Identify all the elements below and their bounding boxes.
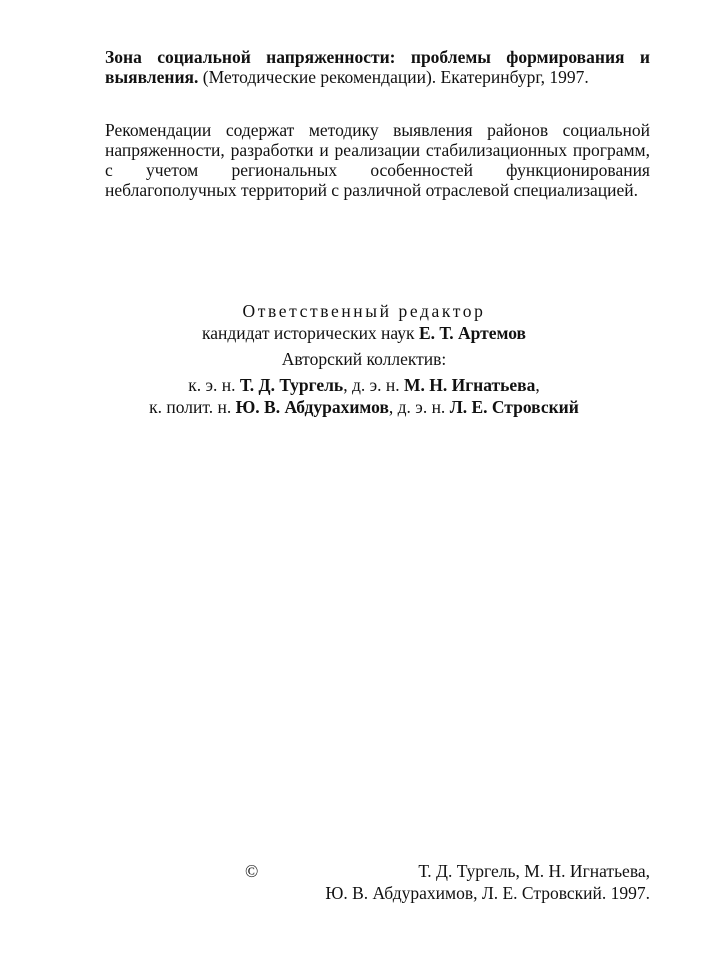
author-degree: к. полит. н. xyxy=(149,397,236,417)
author-degree: к. э. н. xyxy=(188,375,240,395)
author-separator: , xyxy=(343,375,352,395)
author-degree: д. э. н. xyxy=(397,397,450,417)
bibliographic-title: Зона социальной напряженности: проблемы формирования и выявления. xyxy=(105,47,650,87)
editor-heading: Ответственный редактор xyxy=(242,301,486,321)
author-name: Л. Е. Стровский xyxy=(449,397,579,417)
author-separator: , xyxy=(535,375,540,395)
author-degree: д. э. н. xyxy=(351,375,404,395)
author-name: М. Н. Игнатьева xyxy=(403,375,536,395)
authors-line-1 xyxy=(60,374,668,396)
author-separator: , xyxy=(388,397,398,417)
copyright-symbol: © xyxy=(245,861,259,881)
copyright-holders-2: Ю. В. Абдурахимов, Л. Е. Стровский. 1997. xyxy=(325,883,650,903)
credits-block xyxy=(60,300,668,418)
copyright-block xyxy=(245,860,650,904)
authors-line-2 xyxy=(60,396,668,418)
bibliographic-details: (Методические рекомендации). Екатеринбург, 1997. xyxy=(198,67,589,87)
editor-title: кандидат исторических наук xyxy=(202,323,419,343)
copyright-line-1 xyxy=(245,860,650,882)
copyright-holders-1: Т. Д. Тургель, М. Н. Игнатьева, xyxy=(418,861,650,881)
abstract-paragraph: Рекомендации содержат методику выявления районов социальной напряженности, разработки и реализации стабилизационных программ, с учетом региональных особенностей функционирования неблагополучных территорий с различной отраслевой специализацией. xyxy=(105,120,650,200)
bibliographic-entry xyxy=(105,47,650,87)
author-name: Т. Д. Тургель xyxy=(239,375,344,395)
editor-name: Е. Т. Артемов xyxy=(418,323,526,343)
authors-heading: Авторский коллектив: xyxy=(281,349,447,369)
author-name: Ю. В. Абдурахимов xyxy=(235,397,389,417)
editor-line xyxy=(60,322,668,344)
